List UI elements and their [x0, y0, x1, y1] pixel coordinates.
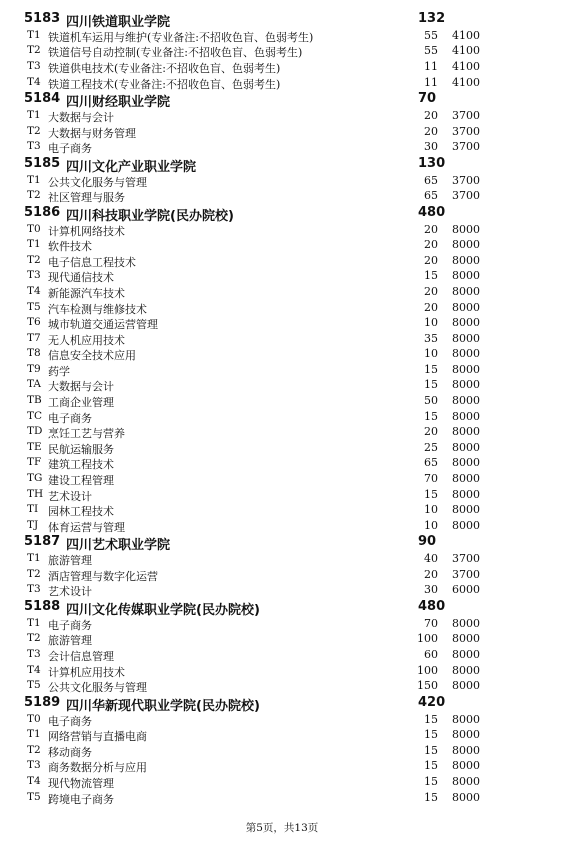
major-row	[0, 108, 564, 124]
major-plan-count: 55	[424, 28, 438, 42]
major-row	[0, 663, 564, 679]
major-name: 公共文化服务与管理	[48, 175, 147, 189]
major-row	[0, 471, 564, 487]
major-code: T1	[27, 728, 41, 741]
major-plan-count: 65	[424, 456, 438, 470]
major-code: T1	[27, 173, 41, 186]
major-code: T2	[27, 189, 41, 202]
institution-name: 四川铁道职业学院	[66, 15, 171, 30]
major-plan-count: 20	[424, 222, 438, 236]
major-plan-count: 20	[424, 284, 438, 298]
institution-total: 420	[418, 694, 446, 710]
page-footer: 第5页，共13页	[245, 822, 319, 834]
major-row	[0, 28, 564, 44]
major-tuition: 8000	[452, 679, 480, 693]
major-name: 旅游管理	[48, 554, 92, 568]
major-name: 网络营销与直播电商	[48, 730, 147, 744]
major-row	[0, 253, 564, 269]
major-row	[0, 315, 564, 331]
major-name: 电子商务	[48, 618, 92, 632]
major-plan-count: 15	[424, 362, 438, 376]
major-tuition: 8000	[452, 300, 480, 314]
major-plan-count: 30	[424, 583, 438, 597]
major-plan-count: 15	[424, 269, 438, 283]
major-tuition: 8000	[452, 728, 480, 742]
institution-code: 5187	[24, 534, 61, 550]
institution-total: 480	[418, 598, 446, 614]
major-code: T0	[27, 712, 41, 725]
major-tuition: 8000	[452, 632, 480, 646]
major-plan-count: 30	[424, 140, 438, 154]
major-code: T5	[27, 679, 41, 692]
major-row	[0, 551, 564, 567]
major-tuition: 6000	[452, 583, 480, 597]
major-code: T3	[27, 759, 41, 772]
major-row	[0, 43, 564, 59]
major-name: 艺术设计	[48, 489, 92, 503]
major-row	[0, 268, 564, 284]
major-tuition: 4100	[452, 75, 480, 89]
major-row	[0, 139, 564, 155]
major-row	[0, 678, 564, 694]
major-tuition: 8000	[452, 712, 480, 726]
major-plan-count: 70	[424, 616, 438, 630]
major-row	[0, 59, 564, 75]
major-code: T3	[27, 583, 41, 596]
major-row	[0, 409, 564, 425]
major-plan-count: 10	[424, 503, 438, 517]
major-name: 电子商务	[48, 411, 92, 425]
major-row	[0, 75, 564, 91]
institution-name: 四川科技职业学院(民办院校)	[66, 208, 234, 224]
major-tuition: 3700	[452, 173, 480, 187]
major-code: T4	[27, 774, 41, 787]
institution-code: 5188	[24, 598, 61, 614]
institution-total: 130	[418, 155, 446, 171]
institution-code: 5183	[24, 11, 61, 26]
major-name: 电子商务	[48, 714, 92, 728]
major-code: T2	[27, 44, 41, 57]
major-tuition: 8000	[452, 316, 480, 330]
institution-code: 5189	[24, 694, 61, 710]
major-name: 现代通信技术	[48, 271, 114, 285]
major-row	[0, 712, 564, 728]
major-code: TB	[27, 394, 42, 407]
major-tuition: 3700	[452, 567, 480, 581]
major-plan-count: 15	[424, 774, 438, 788]
major-tuition: 8000	[452, 362, 480, 376]
major-code: TG	[27, 472, 43, 485]
major-name: 计算机应用技术	[48, 665, 125, 679]
major-code: TJ	[27, 518, 39, 531]
major-name: 工商企业管理	[48, 396, 114, 410]
major-row	[0, 631, 564, 647]
major-name: 跨境电子商务	[48, 792, 114, 806]
major-name: 铁道信号自动控制(专业备注:不招收色盲、色弱考生)	[48, 46, 303, 60]
major-name: 铁道供电技术(专业备注:不招收色盲、色弱考生)	[48, 61, 281, 75]
major-row	[0, 331, 564, 347]
institution-total: 132	[418, 11, 446, 26]
major-plan-count: 20	[424, 108, 438, 122]
major-tuition: 8000	[452, 456, 480, 470]
major-tuition: 8000	[452, 284, 480, 298]
major-name: 计算机网络技术	[48, 224, 125, 238]
major-plan-count: 50	[424, 394, 438, 408]
major-tuition: 8000	[452, 487, 480, 501]
major-code: T4	[27, 663, 41, 676]
major-row	[0, 758, 564, 774]
major-plan-count: 15	[424, 712, 438, 726]
major-row	[0, 222, 564, 238]
major-name: 商务数据分析与应用	[48, 761, 147, 775]
major-tuition: 8000	[452, 743, 480, 757]
major-code: TI	[27, 503, 39, 516]
major-tuition: 4100	[452, 59, 480, 73]
major-tuition: 3700	[452, 108, 480, 122]
major-tuition: 8000	[452, 472, 480, 486]
major-code: T8	[27, 347, 41, 360]
major-name: 药学	[48, 364, 70, 378]
major-tuition: 8000	[452, 518, 480, 532]
institution-code: 5185	[24, 155, 61, 171]
major-tuition: 8000	[452, 378, 480, 392]
major-name: 烹饪工艺与营养	[48, 427, 125, 441]
major-name: 体育运营与管理	[48, 520, 125, 534]
major-code: T6	[27, 316, 41, 329]
institution-header	[0, 90, 564, 111]
major-code: TC	[27, 409, 43, 422]
institution-code: 5184	[24, 91, 61, 107]
institution-header	[0, 694, 564, 712]
major-code: T2	[27, 567, 41, 580]
major-code: T7	[27, 331, 41, 344]
major-name: 大数据与会计	[48, 110, 114, 124]
major-plan-count: 70	[424, 472, 438, 486]
major-tuition: 8000	[452, 394, 480, 408]
major-row	[0, 424, 564, 440]
major-row	[0, 582, 564, 598]
major-plan-count: 100	[417, 663, 438, 677]
major-tuition: 3700	[452, 189, 480, 203]
major-code: T3	[27, 647, 41, 660]
major-name: 现代物流管理	[48, 776, 114, 790]
major-plan-count: 65	[424, 189, 438, 203]
major-plan-count: 20	[424, 300, 438, 314]
major-code: T1	[27, 238, 41, 251]
major-row	[0, 377, 564, 393]
major-plan-count: 20	[424, 238, 438, 252]
major-name: 艺术设计	[48, 585, 92, 599]
major-plan-count: 15	[424, 759, 438, 773]
major-tuition: 8000	[452, 774, 480, 788]
major-name: 公共文化服务与管理	[48, 681, 147, 695]
major-code: T1	[27, 616, 41, 629]
major-tuition: 3700	[452, 140, 480, 154]
major-name: 无人机应用技术	[48, 333, 125, 347]
major-tuition: 3700	[452, 124, 480, 138]
major-plan-count: 10	[424, 347, 438, 361]
major-plan-count: 15	[424, 790, 438, 804]
major-tuition: 8000	[452, 238, 480, 252]
major-name: 移动商务	[48, 745, 92, 759]
major-code: T3	[27, 140, 41, 153]
major-plan-count: 10	[424, 518, 438, 532]
major-tuition: 8000	[452, 347, 480, 361]
major-plan-count: 35	[424, 331, 438, 345]
major-row	[0, 124, 564, 140]
major-tuition: 8000	[452, 269, 480, 283]
major-name: 会计信息管理	[48, 649, 114, 663]
major-row	[0, 346, 564, 362]
major-tuition: 8000	[452, 331, 480, 345]
enrollment-plan-list	[0, 10, 564, 805]
major-row	[0, 647, 564, 663]
major-code: T0	[27, 222, 41, 235]
major-name: 铁道机车运用与维护(专业备注:不招收色盲、色弱考生)	[48, 30, 314, 44]
major-plan-count: 15	[424, 487, 438, 501]
major-plan-count: 20	[424, 124, 438, 138]
major-plan-count: 20	[424, 253, 438, 267]
major-code: T2	[27, 743, 41, 756]
major-plan-count: 20	[424, 425, 438, 439]
major-row	[0, 502, 564, 518]
major-row	[0, 300, 564, 316]
major-name: 民航运输服务	[48, 442, 114, 456]
major-plan-count: 11	[424, 75, 438, 89]
major-row	[0, 237, 564, 253]
major-row	[0, 173, 564, 189]
institution-total: 90	[418, 534, 437, 550]
major-plan-count: 15	[424, 728, 438, 742]
major-tuition: 8000	[452, 425, 480, 439]
major-row	[0, 727, 564, 743]
major-code: T1	[27, 28, 41, 41]
major-tuition: 8000	[452, 409, 480, 423]
major-plan-count: 55	[424, 44, 438, 58]
major-plan-count: 11	[424, 59, 438, 73]
major-code: TF	[27, 456, 42, 469]
institution-header	[0, 204, 564, 222]
major-plan-count: 15	[424, 409, 438, 423]
institution-header	[0, 598, 564, 616]
major-tuition: 4100	[452, 44, 480, 58]
major-name: 软件技术	[48, 240, 92, 254]
major-code: T2	[27, 124, 41, 137]
major-plan-count: 60	[424, 647, 438, 661]
major-row	[0, 188, 564, 204]
major-code: T2	[27, 253, 41, 266]
major-code: T1	[27, 108, 41, 121]
major-code: TA	[27, 378, 42, 391]
institution-name: 四川艺术职业学院	[66, 538, 171, 554]
major-code: T4	[27, 75, 41, 88]
major-tuition: 4100	[452, 28, 480, 42]
major-name: 园林工程技术	[48, 505, 114, 519]
major-name: 铁道工程技术(专业备注:不招收色盲、色弱考生)	[48, 77, 281, 91]
institution-name: 四川华新现代职业学院(民办院校)	[66, 698, 260, 714]
major-code: T5	[27, 790, 41, 803]
institution-header	[0, 10, 564, 28]
major-tuition: 8000	[452, 440, 480, 454]
major-tuition: 8000	[452, 663, 480, 677]
major-row	[0, 567, 564, 583]
major-tuition: 8000	[452, 616, 480, 630]
major-code: TD	[27, 425, 43, 438]
major-code: T3	[27, 269, 41, 282]
major-row	[0, 518, 564, 534]
major-row	[0, 455, 564, 471]
major-plan-count: 25	[424, 440, 438, 454]
major-plan-count: 65	[424, 173, 438, 187]
institution-header	[0, 155, 564, 173]
major-tuition: 8000	[452, 222, 480, 236]
major-tuition: 8000	[452, 790, 480, 804]
major-tuition: 8000	[452, 503, 480, 517]
major-plan-count: 20	[424, 567, 438, 581]
major-code: T2	[27, 632, 41, 645]
major-name: 新能源汽车技术	[48, 286, 125, 300]
major-plan-count: 15	[424, 378, 438, 392]
major-code: T4	[27, 284, 41, 297]
major-row	[0, 616, 564, 632]
major-name: 旅游管理	[48, 634, 92, 648]
institution-total: 480	[418, 204, 446, 220]
major-code: TH	[27, 487, 44, 500]
institution-total: 70	[418, 91, 437, 107]
major-row	[0, 790, 564, 806]
major-name: 社区管理与服务	[48, 191, 125, 205]
major-name: 大数据与财务管理	[48, 126, 136, 140]
major-tuition: 8000	[452, 253, 480, 267]
major-plan-count: 15	[424, 743, 438, 757]
major-code: T9	[27, 362, 41, 375]
major-row	[0, 440, 564, 456]
major-code: T5	[27, 300, 41, 313]
institution-header	[0, 533, 564, 554]
institution-name: 四川财经职业学院	[66, 95, 171, 111]
institution-code: 5186	[24, 204, 61, 220]
major-row	[0, 362, 564, 378]
major-plan-count: 40	[424, 552, 438, 566]
major-name: 酒店管理与数字化运营	[48, 569, 158, 583]
major-row	[0, 743, 564, 759]
institution-name: 四川文化产业职业学院	[66, 159, 197, 175]
major-name: 城市轨道交通运营管理	[48, 318, 158, 332]
major-name: 大数据与会计	[48, 380, 114, 394]
major-row	[0, 284, 564, 300]
major-plan-count: 10	[424, 316, 438, 330]
major-name: 建筑工程技术	[48, 458, 114, 472]
major-tuition: 8000	[452, 647, 480, 661]
major-code: T1	[27, 552, 41, 565]
major-code: T3	[27, 59, 41, 72]
major-tuition: 8000	[452, 759, 480, 773]
major-name: 电子信息工程技术	[48, 255, 136, 269]
major-code: TE	[27, 440, 42, 453]
major-row	[0, 393, 564, 409]
institution-name: 四川文化传媒职业学院(民办院校)	[66, 602, 260, 618]
major-name: 信息安全技术应用	[48, 349, 136, 363]
major-plan-count: 100	[417, 632, 438, 646]
major-plan-count: 150	[417, 679, 438, 693]
major-row	[0, 487, 564, 503]
major-row	[0, 774, 564, 790]
major-name: 汽车检测与维修技术	[48, 302, 147, 316]
major-name: 电子商务	[48, 142, 92, 156]
major-tuition: 3700	[452, 552, 480, 566]
major-name: 建设工程管理	[48, 474, 114, 488]
